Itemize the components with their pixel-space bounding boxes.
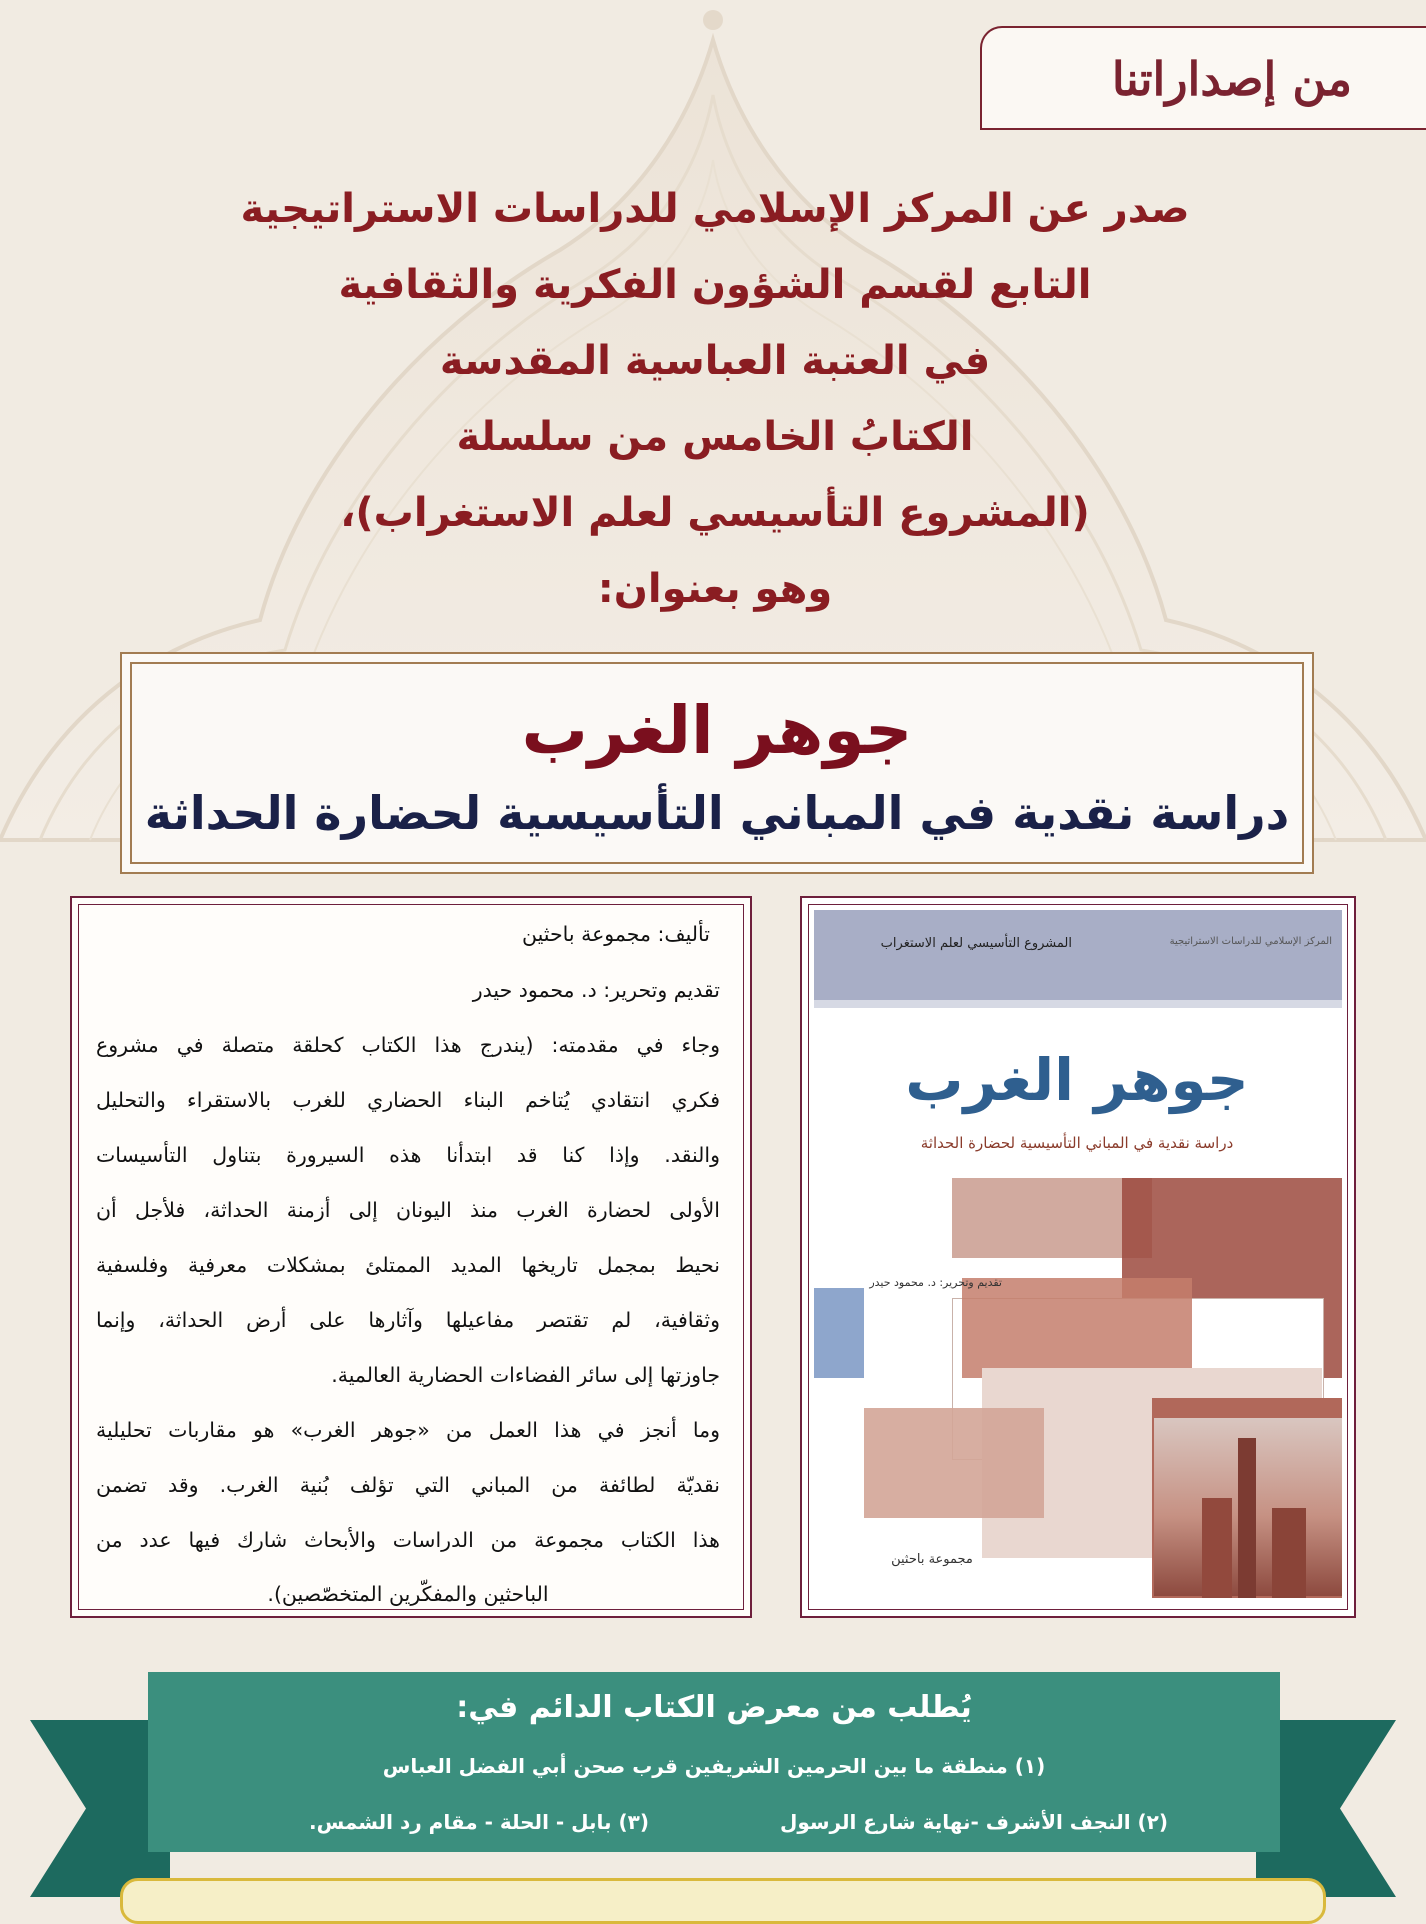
description-line: وما أنجز في هذا العمل من «جوهر الغرب» هو مقاربات تحليلية [96,1418,720,1442]
cover-block [814,1288,864,1378]
description-line: الأولى لحضارة الغرب منذ اليونان إلى أزمنة الحداثة، فلأجل أن [96,1198,720,1222]
intro-line-4: الكتابُ الخامس من سلسلة [456,414,974,460]
tower-shape [1272,1508,1306,1598]
section-tab-label: من إصداراتنا [1111,52,1352,106]
description-line: وثقافية، لم تقتصر مفاعيلها وآثارها على أرض الحداثة، وإنما [96,1308,720,1332]
cover-publisher-label: المركز الإسلامي للدراسات الاستراتيجية [1169,936,1332,947]
description-line: هذا الكتاب مجموعة من الدراسات والأبحاث شارك فيها عدد من [96,1528,720,1552]
description-line: نحيط بمجمل تاريخها المديد الممتلئ بمشكلات معرفية وفلسفية [96,1253,720,1277]
order-location-3: (٣) بابل - الحلة - مقام رد الشمس. [308,1810,649,1834]
intro-line-1: صدر عن المركز الإسلامي للدراسات الاستراتيجية [240,186,1190,232]
tower-shape [1202,1498,1232,1598]
cover-block [864,1408,1044,1518]
description-line: والنقد. وإذا كنا قد ابتدأنا هذه السيرورة بتناول التأسيسات [96,1143,720,1167]
order-location-2: (٢) النجف الأشرف -نهاية شارع الرسول [779,1810,1169,1834]
intro-line-3: في العتبة العباسية المقدسة [439,338,991,384]
description-line: جاوزتها إلى سائر الفضاءات الحضارية العالمية. [331,1363,720,1387]
description-box [70,896,752,1618]
tower-shape [1238,1438,1256,1598]
intro-line-5: (المشروع التأسيسي لعلم الاستغراب)، [340,490,1090,536]
description-line: فكري انتقادي يُتاخم البناء الحضاري للغرب بالاستقراء والتحليل [96,1088,720,1112]
book-title-frame [120,652,1314,874]
book-cover [800,896,1356,1618]
order-location-1: (١) منطقة ما بين الحرمين الشريفين قرب صحن أبي الفضل العباس [382,1754,1046,1778]
author-line: تأليف: مجموعة باحثين [521,922,710,946]
description-line: وجاء في مقدمته: (يندرج هذا الكتاب كحلقة متصلة في مشروع [96,1033,720,1057]
description-line: نقديّة لطائفة من المباني التي تؤلف بُنية الغرب. وقد تضمن [96,1473,720,1497]
book-title: جوهر الغرب [521,692,913,769]
cover-header-band [814,910,1342,1000]
description-line: الباحثين والمفكّرين المتخصّصين). [267,1582,549,1606]
cover-series-label: المشروع التأسيسي لعلم الاستغراب [880,936,1072,951]
bottom-strip [120,1878,1326,1924]
book-subtitle: دراسة نقدية في المباني التأسيسية لحضارة الحداثة [144,786,1290,840]
cover-header-stripe [814,1000,1342,1008]
cover-author: مجموعة باحثين [891,1552,973,1567]
intro-line-6: وهو بعنوان: [597,566,833,612]
order-banner [148,1672,1280,1852]
order-heading: يُطلب من معرض الكتاب الدائم في: [456,1690,972,1725]
intro-line-2: التابع لقسم الشؤون الفكرية والثقافية [338,262,1092,308]
editor-line: تقديم وتحرير: د. محمود حيدر [472,978,720,1002]
cover-title: جوهر الغرب [905,1046,1249,1114]
cover-subtitle: دراسة نقدية في المباني التأسيسية لحضارة الحداثة [920,1134,1234,1152]
cover-editor: تقديم وتحرير: د. محمود حيدر [869,1276,1002,1289]
cover-block [962,1278,1192,1378]
